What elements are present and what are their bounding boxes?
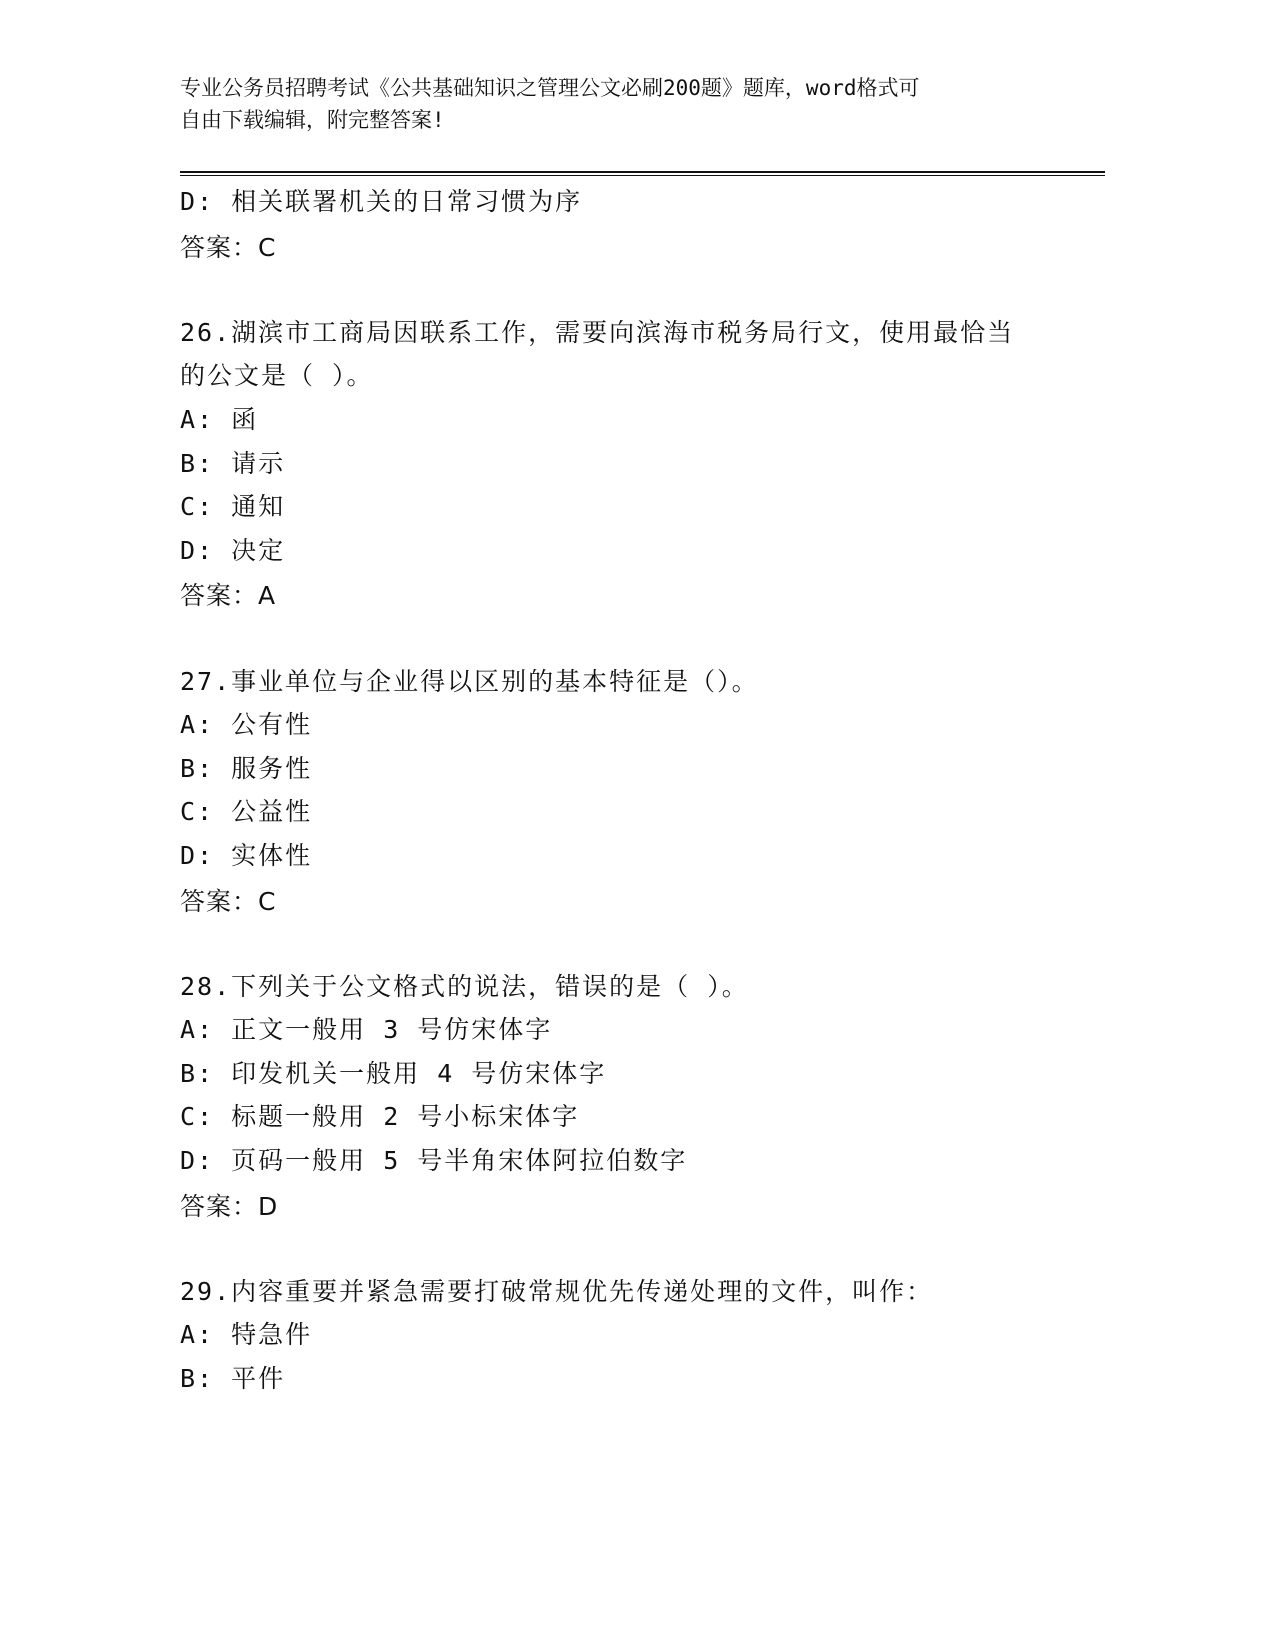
option-a: A: 公有性 — [180, 710, 313, 740]
header-line-1: 专业公务员招聘考试《公共基础知识之管理公文必刷200题》题库，word格式可 — [180, 76, 920, 100]
question-list — [180, 184, 1080, 1405]
option-d: D: 相关联署机关的日常习惯为序 — [180, 187, 583, 216]
spacer — [180, 620, 1080, 664]
header-line-2: 自由下载编辑，附完整答案! — [180, 108, 445, 132]
option-c: C: 通知 — [180, 492, 286, 522]
option-b: B: 印发机关一般用 4 号仿宋体字 — [180, 1058, 607, 1088]
spacer — [180, 271, 1080, 315]
option-d: D: 实体性 — [180, 840, 313, 870]
answer-line: 答案：A — [180, 581, 277, 611]
header-divider — [180, 171, 1105, 175]
spacer — [180, 1230, 1080, 1274]
option-a: A: 正文一般用 3 号仿宋体字 — [180, 1015, 553, 1045]
answer-line: 答案：C — [180, 886, 277, 916]
divider-thick-line — [180, 171, 1105, 173]
option-b: B: 平件 — [180, 1364, 286, 1394]
question-stem: 27.事业单位与企业得以区别的基本特征是（）。 — [180, 666, 759, 696]
option-b: B: 请示 — [180, 448, 286, 478]
question-stem: 26.湖滨市工商局因联系工作，需要向滨海市税务局行文，使用最恰当 — [180, 317, 1015, 347]
option-c: C: 标题一般用 2 号小标宋体字 — [180, 1102, 580, 1132]
answer-line: 答案：C — [180, 232, 277, 262]
option-a: A: 函 — [180, 404, 259, 434]
option-a: A: 特急件 — [180, 1320, 313, 1350]
question-stem: 29.内容重要并紧急需要打破常规优先传递处理的文件，叫作： — [180, 1276, 934, 1306]
question-stem: 28.下列关于公文格式的说法，错误的是（ ）。 — [180, 971, 749, 1001]
option-d: D: 决定 — [180, 535, 286, 565]
question-stem-continued: 的公文是（ ）。 — [180, 361, 374, 391]
divider-thin-line — [180, 175, 1105, 176]
spacer — [180, 925, 1080, 969]
document-header — [180, 72, 1040, 136]
option-b: B: 服务性 — [180, 753, 313, 783]
option-d: D: 页码一般用 5 号半角宋体阿拉伯数字 — [180, 1146, 688, 1176]
option-c: C: 公益性 — [180, 797, 313, 827]
answer-line: 答案：D — [180, 1191, 279, 1221]
